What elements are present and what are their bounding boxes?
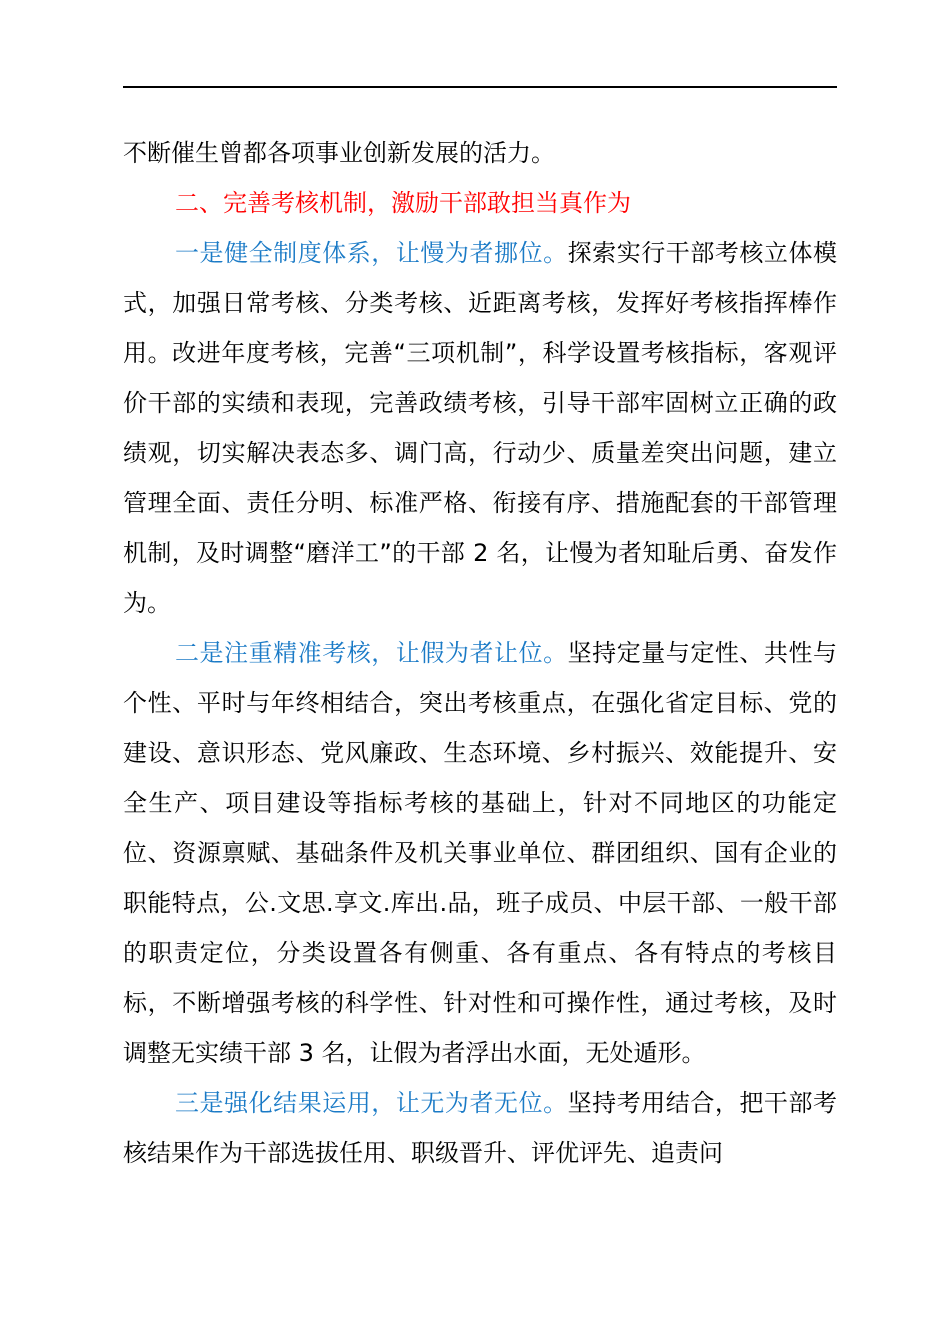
paragraph-1-body: 探索实行干部考核立体模式，加强日常考核、分类考核、近距离考核，发挥好考核指挥棒作用。改进年度考核，完善“三项机制”，科学设置考核指标，客观评价干部的实绩和表现，完善政绩考核，引导干部牢固树立正确的政绩观，切实解决表态多、调门高，行动少、质量差突出问题，建立管理全面、责任分明、标准严格、衔接有序、措施配套的干部管理机制，及时调整“磨洋工”的干部 2 名，让慢为者知耻后勇、奋发作为。 bbox=[123, 239, 838, 617]
paragraph-2 bbox=[123, 628, 837, 1078]
paragraph-2-lead: 二是注重精准考核，让假为者让位。 bbox=[175, 639, 568, 667]
continuation-paragraph: 不断催生曾都各项事业创新发展的活力。 bbox=[123, 139, 555, 167]
paragraph-3-lead: 三是强化结果运用，让无为者无位。 bbox=[175, 1089, 568, 1117]
paragraph-3 bbox=[123, 1078, 837, 1178]
paragraph-1 bbox=[123, 228, 837, 628]
paragraph-1-lead: 一是健全制度体系，让慢为者挪位。 bbox=[175, 239, 568, 267]
paragraph-3-body: 坚持考用结合，把干部考核结果作为干部选拔任用、职级晋升、评优评先、追责问 bbox=[123, 1089, 838, 1167]
document-body bbox=[123, 128, 837, 1178]
header-rule bbox=[123, 86, 837, 88]
section-heading: 二、完善考核机制，激励干部敢担当真作为 bbox=[175, 189, 631, 217]
paragraph-2-body: 坚持定量与定性、共性与个性、平时与年终相结合，突出考核重点，在强化省定目标、党的建设、意识形态、党风廉政、生态环境、乡村振兴、效能提升、安全生产、项目建设等指标考核的基础上，针对不同地区的功能定位、资源禀赋、基础条件及机关事业单位、群团组织、国有企业的职能特点，公.文思.享文.库出.品，班子成员、中层干部、一般干部的职责定位，分类设置各有侧重、各有重点、各有特点的考核目标，不断增强考核的科学性、针对性和可操作性，通过考核，及时调整无实绩干部 3 名，让假为者浮出水面，无处遁形。 bbox=[123, 639, 838, 1067]
